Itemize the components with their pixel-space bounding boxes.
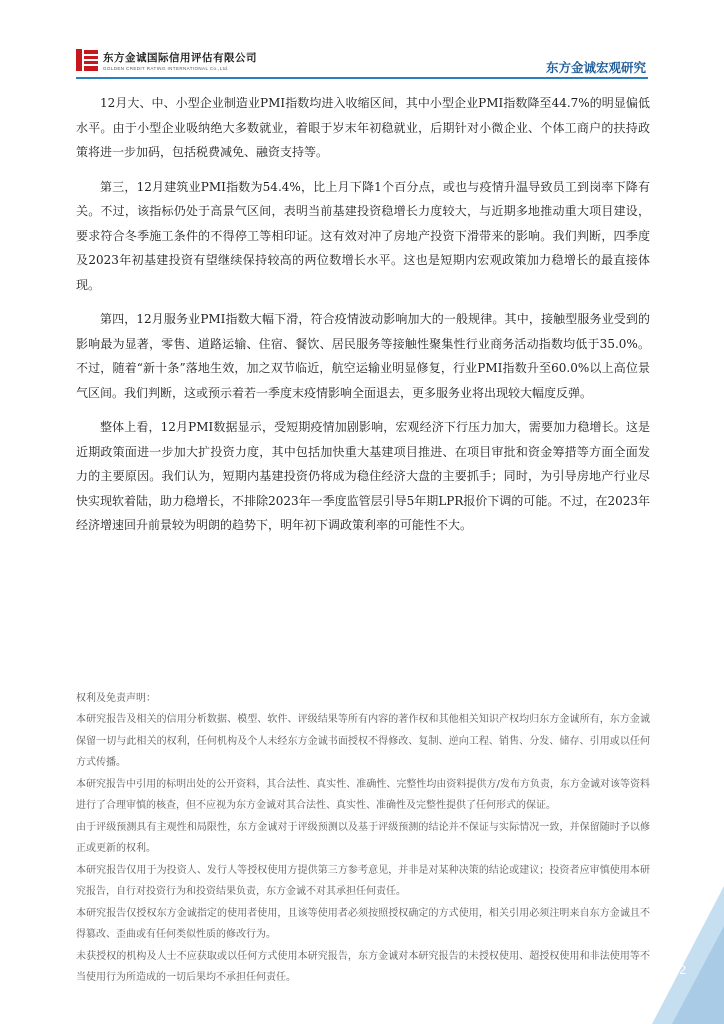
header-divider — [76, 77, 648, 79]
body-paragraph: 第四，12月服务业PMI指数大幅下滑，符合疫情波动影响加大的一般规律。其中，接触型服务业受到的影响最为显著，零售、道路运输、住宿、餐饮、居民服务等接触性聚集性行业商务活动指数均低于35.0%。不过，随着“新十条”落地生效，加之双节临近，航空运输业明显修复，行业PMI指数升至60.0%以上高位景气区间。我们判断，这或预示着若一季度末疫情影响全面退去，更多服务业将出现较大幅度反弹。 — [76, 312, 650, 400]
disclaimer-paragraph: 本研究报告仅授权东方金诚指定的使用者使用，且该等使用者必须按照授权确定的方式使用，相关引用必须注明来自东方金诚且不得篡改、歪曲或有任何类似性质的修改行为。 — [76, 907, 650, 940]
company-name-cn: 东方金诚国际信用评估有限公司 — [103, 52, 257, 64]
disclaimer-paragraph: 由于评级预测具有主观性和局限性，东方金诚对于评级预测以及基于评级预测的结论并不保证与实际情况一致，并保留随时予以修正或更新的权利。 — [76, 821, 650, 854]
report-body — [76, 91, 650, 548]
company-name — [103, 50, 257, 71]
golden-credit-logo-icon — [76, 49, 98, 71]
page-number: 2 — [679, 963, 686, 977]
page-corner-decoration — [652, 886, 724, 1024]
series-title: 东方金诚宏观研究 — [545, 60, 646, 75]
body-paragraph: 第三，12月建筑业PMI指数为54.4%，比上月下降1个百分点，或也与疫情升温导致员工到岗率下降有关。不过，该指标仍处于高景气区间，表明当前基建投资稳增长力度较大，与近期多地推动重大项目建设，要求符合冬季施工条件的不得停工等相印证。这有效对冲了房地产投资下滑带来的影响。我们判断，四季度及2023年初基建投资有望继续保持较高的两位数增长水平。这也是短期内宏观政策加力稳增长的最直接体现。 — [76, 179, 650, 292]
body-paragraph: 整体上看，12月PMI数据显示，受短期疫情加剧影响，宏观经济下行压力加大，需要加力稳增长。这是近期政策面进一步加大扩投资力度，其中包括加快重大基建项目推进、在项目审批和资金筹措等方面全面发力的主要原因。我们认为，短期内基建投资仍将成为稳住经济大盘的主要抓手；同时，为引导房地产行业尽快实现软着陆，助力稳增长，不排除2023年一季度监管层引导5年期LPR报价下调的可能。不过，在2023年经济增速回升前景较为明朗的趋势下，明年初下调政策利率的可能性不大。 — [76, 420, 650, 532]
disclaimer — [76, 688, 650, 989]
disclaimer-paragraph: 本研究报告仅用于为投资人、发行人等授权使用方提供第三方参考意见，并非是对某种决策的结论或建议；投资者应审慎使用本研究报告，自行对投资行为和投资结果负责，东方金诚不对其承担任何责任。 — [76, 864, 650, 897]
body-paragraph: 12月大、中、小型企业制造业PMI指数均进入收缩区间，其中小型企业PMI指数降至44.7%的明显偏低水平。由于小型企业吸纳绝大多数就业，着眼于岁末年初稳就业，后期针对小微企业、个体工商户的扶持政策将进一步加码，包括税费减免、融资支持等。 — [76, 96, 650, 159]
disclaimer-title: 权利及免责声明： — [76, 693, 156, 704]
disclaimer-paragraph: 未获授权的机构及人士不应获取或以任何方式使用本研究报告，东方金诚对本研究报告的未授权使用、超授权使用和非法使用等不当使用行为所造成的一切后果均不承担任何责任。 — [76, 950, 650, 983]
company-name-en: GOLDEN CREDIT RATING INTERNATIONAL Co.,Ltd. — [103, 66, 229, 71]
disclaimer-paragraph: 本研究报告中引用的标明出处的公开资料，其合法性、真实性、准确性、完整性均由资料提供方/发布方负责，东方金诚对该等资料进行了合理审慎的核查，但不应视为东方金诚对其合法性、真实性、准确性及完整性提供了任何形式的保证。 — [76, 778, 650, 811]
disclaimer-paragraph: 本研究报告及相关的信用分析数据、模型、软件、评级结果等所有内容的著作权和其他相关知识产权均归东方金诚所有，东方金诚保留一切与此相关的权利，任何机构及个人未经东方金诚书面授权不得修改、复制、逆向工程、销售、分发、储存、引用或以任何方式传播。 — [76, 714, 650, 768]
